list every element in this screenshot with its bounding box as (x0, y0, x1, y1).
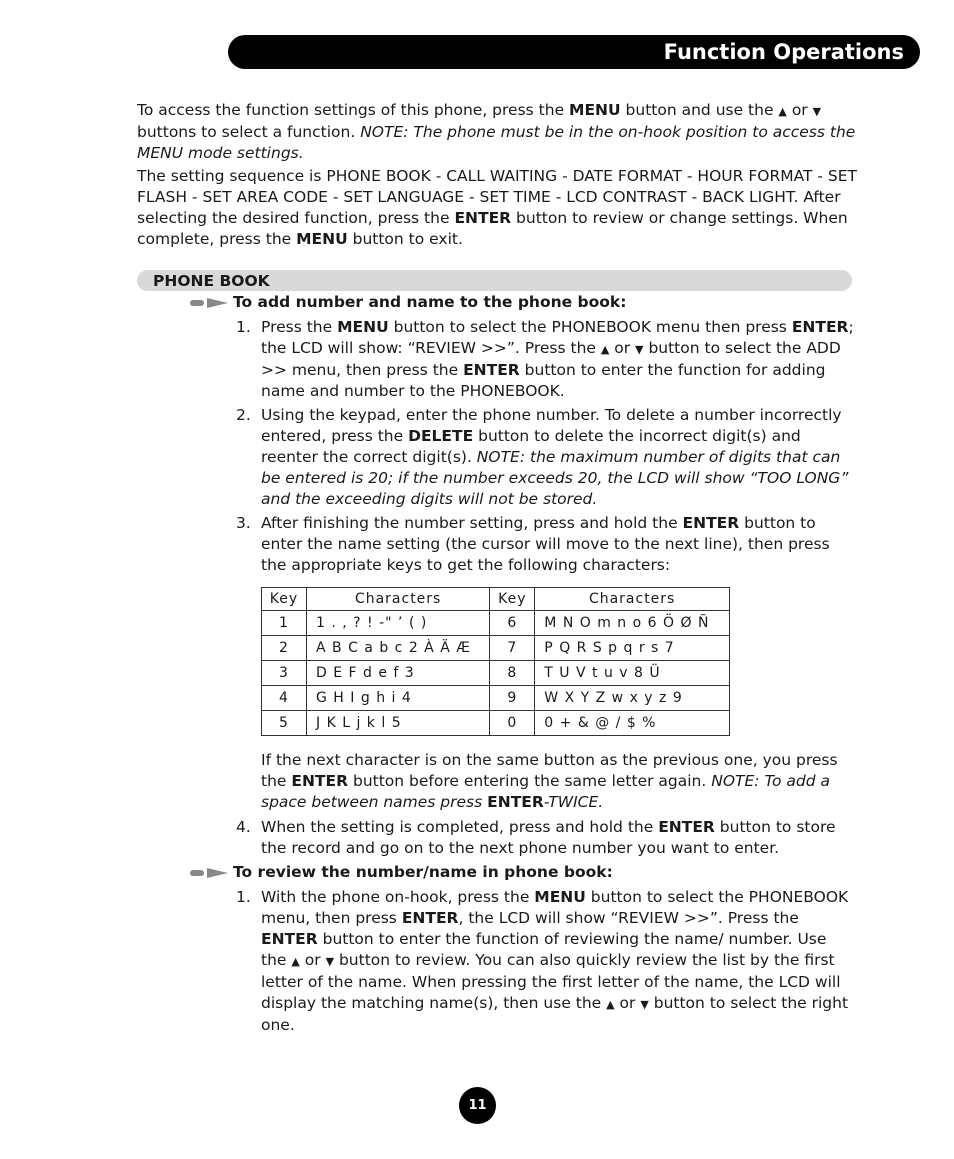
section-title: PHONE BOOK (153, 272, 270, 290)
key-characters-table (261, 587, 730, 736)
table-row: 4 G H I g h i 4 9 W X Y Z w x y z 9 (262, 686, 730, 711)
table-row: 3 D E F d e f 3 8 T U V t u v 8 Ü (262, 661, 730, 686)
intro-paragraph-2: The setting sequence is PHONE BOOK - CALL WAITING - DATE FORMAT - HOUR FORMAT - SET FLASH - SET AREA CODE - SET LANGUAGE - SET TIME - LCD CONTRAST - BACK LIGHT. After selecting the desired function, press the ENTER button to review or change settings. When complete, press the MENU button to exit. (137, 167, 858, 248)
up-arrow-icon: ▲ (291, 955, 300, 968)
down-arrow-icon: ▼ (640, 998, 649, 1011)
up-arrow-icon: ▲ (600, 343, 610, 356)
down-arrow-icon: ▼ (812, 105, 822, 118)
table-header-row: Key Characters Key Characters (262, 588, 730, 611)
table-row: 2 A B C a b c 2 À Ä Æ 7 P Q R S p q r s 7 (262, 636, 730, 661)
header-bar (228, 35, 920, 69)
down-arrow-icon: ▼ (635, 343, 644, 356)
down-arrow-icon: ▼ (325, 955, 335, 968)
up-arrow-icon: ▲ (778, 105, 787, 118)
review-subheading: To review the number/name in phone book: (190, 862, 613, 883)
enter-keyword: ENTER (454, 209, 512, 227)
menu-keyword: MENU (569, 101, 621, 119)
intro-paragraph-1: To access the function settings of this phone, press the MENU button and use the ▲ or ▼ buttons to select a function. NOTE: The phone must be in the on-hook position to access the MENU mode settings. (137, 101, 856, 162)
bullet-arrow-icon (190, 867, 228, 879)
bullet-arrow-icon (190, 297, 228, 309)
up-arrow-icon: ▲ (606, 998, 615, 1011)
menu-keyword: MENU (296, 230, 348, 248)
after-table-paragraph: If the next character is on the same button as the previous one, you press the ENTER button before entering the same letter again. NOTE: To add a space between names press ENTER-TWICE. (261, 751, 838, 811)
page-number: 11 (459, 1087, 496, 1124)
add-subheading: To add number and name to the phone book: (190, 292, 626, 313)
page-title: Function Operations (663, 40, 904, 64)
section-bar-phone-book (137, 270, 852, 291)
table-row: 1 1 . , ? ! -" ’ ( ) 6 M N O m n o 6 Ö Ø Ñ (262, 611, 730, 636)
table-row: 5 J K L j k l 5 0 0 + & @ / $ % (262, 711, 730, 736)
intro-note: NOTE: The phone must be in the on-hook position to access the MENU mode settings. (137, 123, 856, 162)
